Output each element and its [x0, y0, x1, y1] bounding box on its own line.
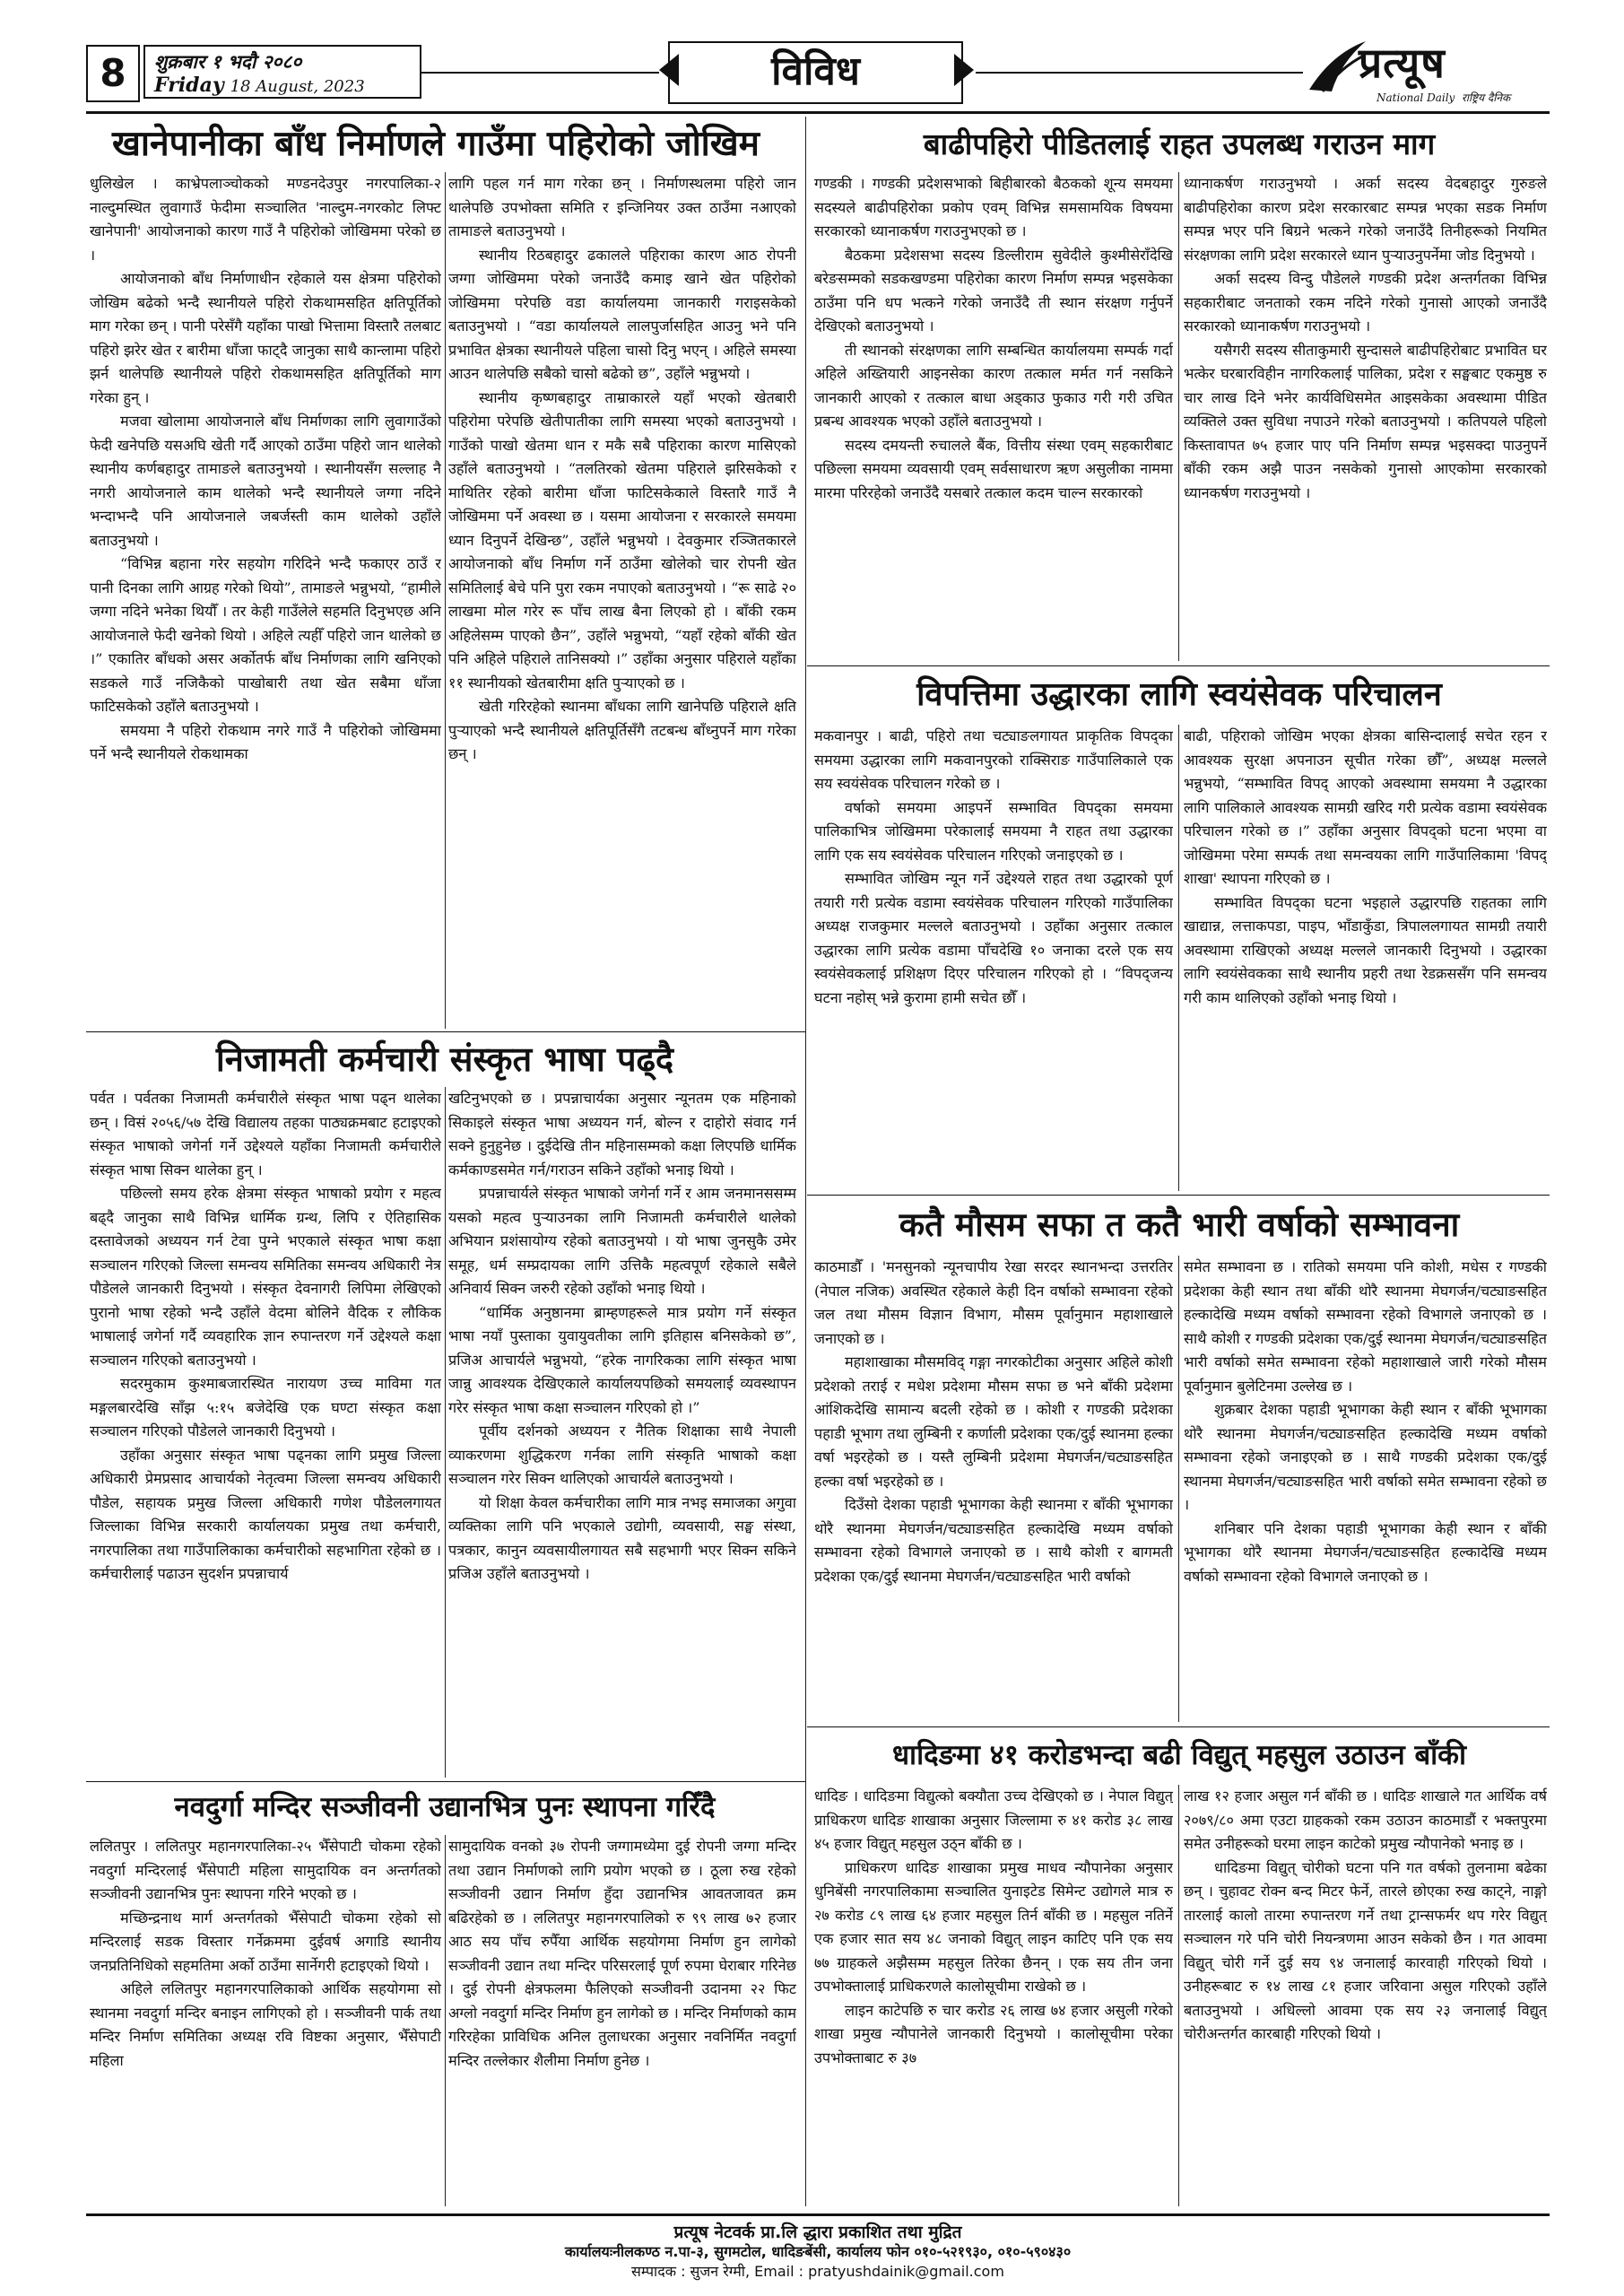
paragraph: मच्छिन्द्रनाथ मार्ग अन्तर्गतको भैँसेपाटी चोकमा रहेको सो मन्दिरलाई सडक विस्तार गर्नेक्रममा दुईवर्ष अगाडि स्थानीय जनप्रतिनिधिको सहमतिमा अर्को ठाउँमा सार्नेगरी हटाइएको थियो ।: [90, 1909, 441, 1974]
paragraph: बाढी, पहिराको जोखिम भएका क्षेत्रका बासिन्दालाई सचेत रहन र आवश्यक सुरक्षा अपनाउन सूचीत गरेका छौँ”, अध्यक्ष मल्लले भन्नुभयो, “सम्भावित विपद् आएको अवस्थामा समयमा नै उद्धारका लागि पालिकाले आवश्यक सामग्री खरिद गरी प्रत्येक वडामा स्वयंसेवक परिचालन गरेको छ ।” उहाँका अनुसार विपद्को घटना भएमा वा जोखिममा परेमा सम्पर्क तथा समन्वयका लागि गाउँपालिकामा 'विपद् शाखा' स्थापना गरिएको छ ।: [1184, 727, 1547, 887]
paragraph: खटिनुभएको छ । प्रपन्नाचार्यका अनुसार न्यूनतम एक महिनाको सिकाइले संस्कृत भाषा अध्ययन गर्न, बोल्न र दाहोरो संवाद गर्न सक्ने हुनुहुनेछ । दुईदेखि तीन महिनासम्मको कक्षा लिएपछि धार्मिक कर्मकाण्डसमेत गर्न/गराउन सकिने उहाँको भनाइ थियो ।: [448, 1090, 796, 1178]
column-rule: [1178, 1785, 1179, 2206]
arrow-right-icon: [954, 54, 974, 86]
paragraph: धादिङमा विद्युत् चोरीको घटना पनि गत वर्षको तुलनामा बढेका छन् । चुहावट रोक्न बन्द मिटर फेर्ने, तारले छोएका रुख काट्ने, नाङ्गो तारलाई कालो तारमा रुपान्तरण गर्ने तथा ट्रान्सफर्मर थप गरेर विद्युत् सञ्चालन गरे पनि चोरी नियन्त्रणमा आउन सकेको छैन । गत आवमा विद्युत् चोरी गर्ने दुई सय ९४ जनालाई कारवाही गरिएको थियो । उनीहरूबाट रु १४ लाख ८१ हजार जरिवाना असुल गरिएको उहाँले बताउनुभयो । अधिल्लो आवमा एक सय २३ जनालाई विद्युत् चोरीअन्तर्गत कारबाही गरिएको थियो ।: [1184, 1858, 1547, 2042]
column-rule: [1178, 725, 1179, 1191]
paragraph: स्थानीय रिठबहादुर ढकालले पहिराका कारण आठ रोपनी जग्गा जोखिममा परेको जनाउँदै कमाइ खाने खेत पहिरोको जोखिममा परेपछि वडा कार्यालयमा जानकारी गराइसकेको बताउनुभयो । “वडा कार्यालयले लालपुर्जासहित आउनु भने पनि प्रभावित क्षेत्रका स्थानीयले पहिला चासो दिनु भएन् । अहिले समस्या आउन थालेपछि सबैको चासो बढेको छ”, उहाँले भन्नुभयो ।: [448, 246, 796, 382]
page-number: 8: [86, 45, 140, 102]
paragraph: ललितपुर । ललितपुर महानगरपालिका-२५ भैँसेपाटी चोकमा रहेको नवदुर्गा मन्दिरलाई भैँसेपाटी महिला सामुदायिक वन अन्तर्गतको सञ्जीवनी उद्यानभित्र पुनः स्थापना गरिने भएको छ ।: [90, 1838, 441, 1902]
paragraph: यसैगरी सदस्य सीताकुमारी सुन्दासले बाढीपहिरोबाट प्रभावित घर भत्केर घरबारविहीन नागरिकलाई पालिका, प्रदेश र सङ्घबाट एकमुष्ठ रु चार लाख दिने भनेर कार्यविधिसमेत आइसकेका अवस्थामा पीडित व्यक्तिले उक्त सुविधा नपाउने गरेको बताउनुभयो । कतिपयले पहिलो किस्तावापत ७५ हजार पाए पनि निर्माण सम्पन्न भइसक्दा पाउनुपर्ने बाँकी रकम अझै पाउन नसकेको गुनासो आएकोमा सरकारको ध्यानकर्षण गराउनुभयो ।: [1184, 341, 1547, 501]
article-electricity-col2: [1184, 1785, 1547, 2206]
paragraph: पछिल्लो समय हरेक क्षेत्रमा संस्कृत भाषाको प्रयोग र महत्व बढ्दै जानुका साथै विभिन्न धार्मिक ग्रन्थ, लिपि र ऐतिहासिक दस्तावेजको अध्ययन गर्न टेवा पुग्ने भएकाले संस्कृत भाषा कक्षा सञ्चालन गरिएको जिल्ला समन्वय समितिका समन्वय अधिकारी नेत्र पौडेलले जानकारी दिनुभयो । संस्कृत देवनागरी लिपिमा लेखिएको पुरानो भाषा रहेको भन्दै उहाँले वेदमा बोलिने वैदिक र लौकिक भाषालाई जगेर्ना गर्दै व्यवहारिक ज्ञान रुपान्तरण गर्ने उद्देश्यले कक्षा सञ्चालन गरिएको बताउनुभयो ।: [90, 1185, 441, 1369]
footer-imprint: [86, 2222, 1550, 2287]
column-rule: [1178, 1256, 1179, 1722]
paragraph: “विभिन्न बहाना गरेर सहयोग गरिदिने भन्दै फकाएर ठाउँ र पानी दिनका लागि आग्रह गरेको थियो”, तामाङले भन्नुभयो, “हामीले जग्गा नदिने भनेका थियौँ । तर केही गाउँलेले सहमति दिनुभएछ अनि आयोजनाले फेदी खनेको थियो । अहिले त्यहीँ पहिरो जान थालेको छ ।” एकातिर बाँधको असर अर्कोतर्फ बाँध निर्माणका लागि खनिएको सडकले गाउँ नजिकैको पाखोबारी तथा खेत सबैमा धाँजा फाटिसकेको उहाँले बताउनुभयो ।: [90, 555, 441, 715]
date-en: 18 August, 2023: [230, 77, 365, 96]
paragraph: स्थानीय कृष्णबहादुर ताम्राकारले यहाँ भएको खेतबारी पहिरोमा परेपछि खेतीपातीका लागि समस्या भएको बताउनुभयो । गाउँको पाखो खेतमा धान र मकै सबै पहिराका कारण मासिएको उहाँले बताउनुभयो । “तलतिरको खेतमा पहिराले झरिसकेको र माथितिर रहेको बारीमा धाँजा फाटिसकेकाले विस्तारै गाउँ नै जोखिममा पर्ने अवस्था छ । यसमा आयोजना र सरकारले समयमा ध्यान दिनुपर्ने देखिन्छ”, उहाँले भन्नुभयो । देवकुमार रञ्जितकारले आयोजनाको बाँध निर्माण गर्ने ठाउँमा खोलेको चार रोपनी खेत समितिलाई बेचे पनि पुरा रकम नपाएको बताउनुभयो । “रू साढे २० लाखमा मोल गरेर रू पाँच लाख बैना लिएको हो । बाँकी रकम अहिलेसम्म पाएको छैन”, उहाँले भन्नुभयो, “यहाँ रहेको बाँकी खेत पनि अहिले पहिराले तानिसक्यो ।” उहाँका अनुसार पहिराले यहाँका ११ स्थानीयको खेतबारीमा क्षति पुऱ्याएको छ ।: [448, 388, 796, 691]
article-electricity-col1: [814, 1785, 1173, 2206]
paragraph: प्रपन्नाचार्यले संस्कृत भाषाको जगेर्ना गर्ने र आम जनमानससम्म यसको महत्व पुऱ्याउनका लागि निजामती कर्मचारीले थालेको अभियान प्रशंसायोग्य रहेको बताउनुभयो । यो भाषा जुनसुकै उमेर समूह, धर्म सम्प्रदायका लागि उत्तिकै महत्वपूर्ण रहेकाले सबैले अनिवार्य सिक्न जरुरी रहेको उहाँको भनाइ थियो ।: [448, 1185, 796, 1297]
column-rule: [1178, 172, 1179, 661]
paragraph: शुक्रबार देशका पहाडी भूभागका केही स्थान र बाँकी भूभागका थोरै स्थानमा मेघगर्जन/चट्याङसहित हल्कादेखि मध्यम वर्षाको सम्भावना रहेको जनाइएको छ । साथै गण्डकी प्रदेशका एक/दुई स्थानमा मेघगर्जन/चट्याङसहित भारी वर्षाको समेत सम्भावना रहेको छ ।: [1184, 1401, 1547, 1513]
paragraph: मजवा खोलामा आयोजनाले बाँध निर्माणका लागि लुवागाउँको फेदी खनेपछि यसअघि खेती गर्दै आएको ठाउँमा पहिरो जान थालेको स्थानीय कर्णबहादुर तामाङले बताउनुभयो । स्थानीयसँग सल्लाह नै नगरी आयोजनाले काम थालेको भन्दै स्थानीयले जग्गा नदिने भन्दाभन्दै पनि आयोजनाले जबर्जस्ती काम थालेको उहाँले बताउनुभयो ।: [90, 413, 441, 549]
center-rule: [805, 117, 806, 2206]
article-divider: [86, 1031, 805, 1032]
paragraph: सम्भावित विपद्का घटना भइहाले उद्धारपछि राहतका लागि खाद्यान्न, लत्ताकपडा, पाइप, भाँडाकुँडा, त्रिपाललगायत सामग्री तयारी अवस्थामा राखिएको अध्यक्ष मल्लले जानकारी दिनुभयो । उद्धारका लागि स्वयंसेवकका साथै स्थानीय प्रहरी तथा रेडक्रससँग पनि समन्वय गरी काम थालिएको उहाँको भनाइ थियो ।: [1184, 893, 1547, 1006]
paragraph: खेती गरिरहेको स्थानमा बाँधका लागि खानेपछि पहिराले क्षति पुऱ्याएको भन्दै स्थानीयले क्षतिपूर्तिसँगै तटबन्ध बाँध्नुपर्ने माग गरेका छन् ।: [448, 698, 796, 762]
logo-sub-en: National Daily: [1376, 91, 1455, 104]
paragraph: काठमाडौँ । 'मनसुनको न्यूनचापीय रेखा सरदर स्थानभन्दा उत्तरतिर (नेपाल नजिक) अवस्थित रहेकाले केही दिन वर्षाको सम्भावना रहेको जल तथा मौसम विज्ञान विभाग, मौसम पूर्वानुमान महाशाखाले जनाएको छ ।: [814, 1258, 1173, 1347]
paragraph: लागि पहल गर्न माग गरेका छन् । निर्माणस्थलमा पहिरो जान थालेपछि उपभोक्ता समिति र इन्जिनियर उक्त ठाउँमा नआएको तामाङले बताउनुभयो ।: [448, 175, 796, 239]
article-divider: [807, 665, 1550, 666]
section-title: विविध: [668, 41, 963, 104]
article-sanskrit-col1: [90, 1087, 441, 1778]
date-day: Friday: [154, 74, 224, 97]
date-box: [143, 45, 421, 99]
headline-flood-relief: बाढीपहिरो पीडितलाई राहत उपलब्ध गराउन माग: [923, 126, 1436, 161]
article-flood-relief-col2: [1184, 172, 1547, 661]
article-weather-col2: [1184, 1256, 1547, 1722]
paragraph: महाशाखाका मौसमविद् गङ्गा नगरकोटीका अनुसार अहिले कोशी प्रदेशको तराई र मधेश प्रदेशमा मौसम सफा छ भने बाँकी प्रदेशमा आंशिकदेखि सामान्य बदली रहेको छ । कोशी र गण्डकी प्रदेशका पहाडी भूभाग तथा लुम्बिनी र कर्णाली प्रदेशका एक/दुई स्थानमा हल्का वर्षा भइरहेको छ । यस्तै लुम्बिनी प्रदेशमा मेघगर्जन/चट्याङसहित हल्का वर्षा भइरहेको छ ।: [814, 1353, 1173, 1490]
article-temple-col2: [448, 1835, 796, 2206]
paragraph: सदरमुकाम कुश्माबजारस्थित नारायण उच्च माविमा गत मङ्गलबारदेखि साँझ ५:१५ बजेदेखि एक घण्टा संस्कृत कक्षा सञ्चालन गरिएको पौडेलले जानकारी दिनुभयो ।: [90, 1375, 441, 1439]
paragraph: लाख १२ हजार असुल गर्न बाँकी छ । धादिङ शाखाले गत आर्थिक वर्ष २०७९/८० अमा एउटा ग्राहकको रकम उठाउन काठमाडौं र भक्तपुरमा समेत उनीहरूको घरमा लाइन काटेको प्रमुख न्यौपानेको भनाइ छ ।: [1184, 1787, 1547, 1852]
logo-text: प्रत्यूष: [1359, 39, 1446, 87]
headline-sanskrit: निजामती कर्मचारी संस्कृत भाषा पढ्दै: [215, 1039, 674, 1079]
paragraph: सदस्य दमयन्ती रुचालले बैंक, वित्तीय संस्था एवम् सहकारीबाट पछिल्ला समयमा व्यवसायी एवम् सर्वसाधारण ऋण असुलीका नाममा मारमा परिरहेको जनाउँदै यसबारे तत्काल कदम चाल्न सरकारको: [814, 436, 1173, 501]
paragraph: उहाँका अनुसार संस्कृत भाषा पढ्नका लागि प्रमुख जिल्ला अधिकारी प्रेमप्रसाद आचार्यको नेतृत्वमा जिल्ला समन्वय अधिकारी पौडेल, सहायक प्रमुख जिल्ला अधिकारी गणेश पौडेललगायत जिल्लाका विभिन्न सरकारी कार्यालयका प्रमुख तथा कर्मचारी, नगरपालिका तथा गाउँपालिकाका कर्मचारीको सहभागिता रहेको छ । कर्मचारीलाई पढाउन सुदर्शन प्रपन्नाचार्य: [90, 1446, 441, 1582]
column-rule: [445, 1087, 446, 1778]
article-flood-relief-col1: [814, 172, 1173, 661]
date-nepali: शुक्रबार १ भदौ २०८०: [154, 50, 302, 73]
logo-sub-np: राष्ट्रिय दैनिक: [1461, 91, 1511, 104]
footer-divider: [86, 2213, 1550, 2216]
article-divider: [86, 1781, 805, 1782]
paragraph: पूर्वीय दर्शनको अध्ययन र नैतिक शिक्षाका साथै नेपाली व्याकरणमा शुद्धिकरण गर्नका लागि संस्कृति भाषाको कक्षा सञ्चालन गरेर सिक्न थालिएको आचार्यले बताउनुभयो ।: [448, 1422, 796, 1487]
paragraph: प्राधिकरण धादिङ शाखाका प्रमुख माधव न्यौपानेका अनुसार धुनिबेंसी नगरपालिकामा सञ्चालित युनाइटेड सिमेन्ट उद्योगले मात्र रु २७ करोड ८९ लाख ६४ हजार महसुल तिर्न बाँकी छ । महसुल नतिर्ने एक हजार सात सय ४८ जनाको विद्युत् लाइन काटिए पनि एक सय ७७ ग्राहकले अझैसम्म महसुल तिरेका छैनन् । एक सय तीन जना उपभोक्तालाई प्राधिकरणले कालोसूचीमा राखेको छ ।: [814, 1858, 1173, 1995]
paragraph: गण्डकी । गण्डकी प्रदेशसभाको बिहीबारको बैठकको शून्य समयमा सदस्यले बाढीपहिरोका प्रकोप एवम् विभिन्न समसामयिक विषयमा सरकारको ध्यानाकर्षण गराउनुभएको छ ।: [814, 175, 1173, 239]
paragraph: लाइन काटेपछि रु चार करोड २६ लाख ७४ हजार असुली गरेको शाखा प्रमुख न्यौपानेले जानकारी दिनुभयो । कालोसूचीमा परेका उपभोक्ताबाट रु ३७: [814, 2001, 1173, 2066]
article-volunteers-col2: [1184, 725, 1547, 1191]
footer-address: कार्यालयःनीलकण्ठ न.पा-३, सुगमटोल, धादिङबेंसी, कार्यालय फोन ०१०-५२१९३०, ०१०-५९०४३०: [564, 2243, 1072, 2260]
article-divider: [807, 1195, 1550, 1196]
paragraph: अर्का सदस्य विन्दु पौडेलले गण्डकी प्रदेश अन्तर्गतका विभिन्न सहकारीबाट जनताको रकम नदिने गरेको गुनासो आएको जनाउँदै सरकारको ध्यानाकर्षण गराउनुभयो ।: [1184, 270, 1547, 335]
paragraph: अहिले ललितपुर महानगरपालिकाको आर्थिक सहयोगमा सो स्थानमा नवदुर्गा मन्दिर बनाइन लागिएको हो । सञ्जीवनी पार्क तथा मन्दिर निर्माण समितिका अध्यक्ष रवि विष्टका अनुसार, भैँसेपाटी महिला: [90, 1980, 441, 2069]
header-divider: [86, 111, 1550, 114]
headline-volunteers: विपत्तिमा उद्धारका लागि स्वयंसेवक परिचालन: [916, 676, 1442, 713]
paragraph: सामुदायिक वनको ३७ रोपनी जग्गामध्येमा दुई रोपनी जग्गा मन्दिर तथा उद्यान निर्माणको लागि प्रयोग भएको छ । ठूला रुख रहेको सञ्जीवनी उद्यान निर्माण हुँदा उद्यानभित्र आवतजावत क्रम बढिरहेको छ । ललितपुर महानगरपालिको रु ९९ लाख ७२ हजार आठ सय पाँच रुपैँया आर्थिक सहयोगमा निर्माण हुन लागेको सञ्जीवनी उद्यान तथा मन्दिर परिसरलाई पूर्ण रुपमा घेराबार गरिनेछ । दुई रोपनी क्षेत्रफलमा फैलिएको सञ्जीवनी उदानमा २२ फिट अग्लो नवदुर्गा मन्दिर निर्माण हुन लागेको छ । मन्दिर निर्माणको काम गरिरहेका प्राविधिक अनिल तुलाधरका अनुसार नवनिर्मित नवदुर्गा मन्दिर तल्लेकार शैलीमा निर्माण हुनेछ ।: [448, 1838, 796, 2069]
header-rule-right: [976, 72, 1303, 74]
paragraph: शनिबार पनि देशका पहाडी भूभागका केही स्थान र बाँकी भूभागका थोरै स्थानमा मेघगर्जन/चट्याङसहित हल्कादेखि मध्यम वर्षाको सम्भावना रहेको विभागले जनाएको छ ।: [1184, 1519, 1547, 1585]
paragraph: यो शिक्षा केवल कर्मचारीका लागि मात्र नभइ समाजका अगुवा व्यक्तिका लागि पनि भएकाले उद्योगी, व्यवसायी, सङ्घ संस्था, पत्रकार, कानुन व्यवसायीलगायत सबै सहभागी भएर सिक्न सकिने प्रजिअ उहाँले बताउनुभयो ।: [448, 1493, 796, 1582]
column-rule: [445, 1835, 446, 2206]
headline-electricity: धादिङमा ४१ करोडभन्दा बढी विद्युत् महसुल उठाउन बाँकी: [891, 1739, 1467, 1771]
column-rule: [445, 172, 446, 1029]
article-water-dam-col1: [90, 172, 441, 1029]
paragraph: मकवानपुर । बाढी, पहिरो तथा चट्याङलगायत प्राकृतिक विपद्का समयमा उद्धारका लागि मकवानपुरको राक्सिराङ गाउँपालिकाले एक सय स्वयंसेवक परिचालन गरेको छ ।: [814, 727, 1173, 792]
article-temple-col1: [90, 1835, 441, 2206]
headline-weather: कतै मौसम सफा त कतै भारी वर्षाको सम्भावना: [899, 1205, 1460, 1244]
headline-water-dam: खानेपानीका बाँध निर्माणले गाउँमा पहिरोको जोखिम: [111, 124, 760, 164]
paragraph: दिउँसो देशका पहाडी भूभागका केही स्थानमा र बाँकी भूभागका थोरै स्थानमा मेघगर्जन/चट्याङसहित हल्कादेखि मध्यम वर्षाको सम्भावना रहेको विभागले जनाएको छ । साथै कोशी र बागमती प्रदेशका एक/दुई स्थानमा मेघगर्जन/चट्याङसहित भारी वर्षाको: [814, 1496, 1173, 1585]
footer-editor: सम्पादक : सुजन रेग्मी, Email : pratyushdainik@gmail.com: [631, 2263, 1004, 2280]
paragraph: समेत सम्भावना छ । रातिको समयमा पनि कोशी, मधेस र गण्डकी प्रदेशका केही स्थान तथा बाँकी थोरै स्थानमा मेघगर्जन/चट्याङसहित हल्कादेखि मध्यम वर्षाको सम्भावना रहेको विभागले जनाएको छ । साथै कोशी र गण्डकी प्रदेशका एक/दुई स्थानमा मेघगर्जन/चट्याङसहित भारी वर्षाको समेत सम्भावना रहेको महाशाखाले जारी गरेको मौसम पूर्वानुमान बुलेटिनमा उल्लेख छ ।: [1184, 1258, 1547, 1395]
paragraph: पर्वत । पर्वतका निजामती कर्मचारीले संस्कृत भाषा पढ्न थालेका छन् । विसं २०५६/५७ देखि विद्यालय तहका पाठ्यक्रमबाट हटाइएको संस्कृत भाषाको जगेर्ना गर्ने उद्देश्यले यहाँका निजामती कर्मचारीले संस्कृत भाषा सिक्न थालेका हुन् ।: [90, 1090, 441, 1178]
paragraph: सम्भावित जोखिम न्यून गर्ने उद्देश्यले राहत तथा उद्धारको पूर्ण तयारी गरी प्रत्येक वडामा स्वयंसेवक परिचालन गरिएको गाउँपालिका अध्यक्ष राजकुमार मल्लले बताउनुभयो । उहाँका अनुसार तत्काल उद्धारका लागि प्रत्येक वडामा पाँचदेखि १० जनाका दरले एक सय स्वयंसेवकलाई प्रशिक्षण दिएर परिचालन गरिएको हो । “विपद्जन्य घटना नहोस् भन्ने कुरामा हामी सचेत छौँ ।: [814, 870, 1173, 1006]
paragraph: समयमा नै पहिरो रोकथाम नगरे गाउँ नै पहिरोको जोखिममा पर्ने भन्दै स्थानीयले रोकथामका: [90, 721, 441, 762]
article-water-dam-col2: [448, 172, 796, 1029]
article-weather-col1: [814, 1256, 1173, 1722]
paragraph: ध्यानाकर्षण गराउनुभयो । अर्का सदस्य वेदबहादुर गुरुङले बाढीपहिरोका कारण प्रदेश सरकारबाट सम्पन्न भएका सडक निर्माण सम्पन्न भएर पनि बिग्रने भत्कने गरेको जनाउँदै तिनीहरूको नियमित संरक्षणका लागि प्रदेश सरकारले ध्यान पुऱ्याउनुपर्नेमा जोड दिनुभयो ।: [1184, 175, 1547, 264]
masthead-logo: [1305, 36, 1547, 104]
article-sanskrit-col2: [448, 1087, 796, 1778]
article-volunteers-col1: [814, 725, 1173, 1191]
paragraph: बैठकमा प्रदेशसभा सदस्य डिल्लीराम सुवेदीले कुश्मीसेराँदेखि बरेङसम्मको सडकखण्डमा पहिरोका कारण निर्माण सम्पन्न भइसकेका ठाउँमा पनि धप भत्कने गरेको जनाउँदै ती स्थान संरक्षण गर्नुपर्ने देखिएको बताउनुभयो ।: [814, 246, 1173, 335]
paragraph: आयोजनाको बाँध निर्माणाधीन रहेकाले यस क्षेत्रमा पहिरोको जोखिम बढेको भन्दै स्थानीयले पहिरो रोकथामसहित क्षतिपूर्तिको माग गरेका छन् । पानी परेसँगै यहाँका पाखो भित्तामा विस्तारै तलबाट पहिरो झरेर खेत र बारीमा धाँजा फाट्दै जानुका साथै कान्लामा पहिरो झर्न थालेपछि स्थानीयले पहिरो रोकथामसहित क्षतिपूर्तिको माग गरेका हुन् ।: [90, 270, 441, 406]
paragraph: “धार्मिक अनुष्ठानमा ब्राम्हणहरूले मात्र प्रयोग गर्ने संस्कृत भाषा नयाँ पुस्ताका युवायुवतीका लागि इतिहास बनिसकेको छ”, प्रजिअ आचार्यले भन्नुभयो, “हरेक नागरिकका लागि संस्कृत भाषा जान्नु आवश्यक देखिएकाले कार्यालयपछिको समयलाई व्यवस्थापन गरेर संस्कृत भाषा कक्षा सञ्चालन गरिएको हो ।”: [448, 1303, 796, 1416]
paragraph: धुलिखेल । काभ्रेपलाञ्चोकको मण्डनदेउपुर नगरपालिका-२ नाल्दुमस्थित लुवागाउँ फेदीमा सञ्चालित 'नाल्दुम-नगरकोट लिफ्ट खानेपानी' आयोजनाको कारण गाउँ नै पहिरोको जोखिममा परेको छ ।: [90, 175, 441, 264]
headline-temple: नवदुर्गा मन्दिर सञ्जीवनी उद्यानभित्र पुनः स्थापना गरिँदै: [174, 1791, 716, 1823]
article-divider: [807, 1726, 1550, 1727]
paragraph: वर्षाको समयमा आइपर्ने सम्भावित विपद्का समयमा पालिकाभित्र जोखिममा परेकालाई समयमा नै राहत तथा उद्धारका लागि एक सय स्वयंसेवक परिचालन गरिएको जनाइएको छ ।: [814, 798, 1173, 864]
paragraph: धादिङ । धादिङमा विद्युत्को बक्यौता उच्च देखिएको छ । नेपाल विद्युत् प्राधिकरण धादिङ शाखाका अनुसार जिल्लामा रु ४१ करोड ३८ लाख ४५ हजार विद्युत् महसुल उठ्न बाँकी छ ।: [814, 1787, 1173, 1852]
logo-subtitle: [1376, 90, 1510, 105]
paragraph: ती स्थानको संरक्षणका लागि सम्बन्धित कार्यालयमा सम्पर्क गर्दा अहिले अख्तियारी आइनसेका कारण तत्काल मर्मत गर्न नसकिने जानकारी आएको र तत्काल बाधा अड्काउ फुकाउ गरी गरी उचित प्रबन्ध आवश्यक भएको उहाँले बताउनुभयो ।: [814, 341, 1173, 430]
footer-publisher: प्रत्यूष नेटवर्क प्रा.लि द्धारा प्रकाशित तथा मुद्रित: [673, 2222, 962, 2242]
date-english: [154, 74, 411, 99]
header-rule-left: [421, 72, 659, 74]
